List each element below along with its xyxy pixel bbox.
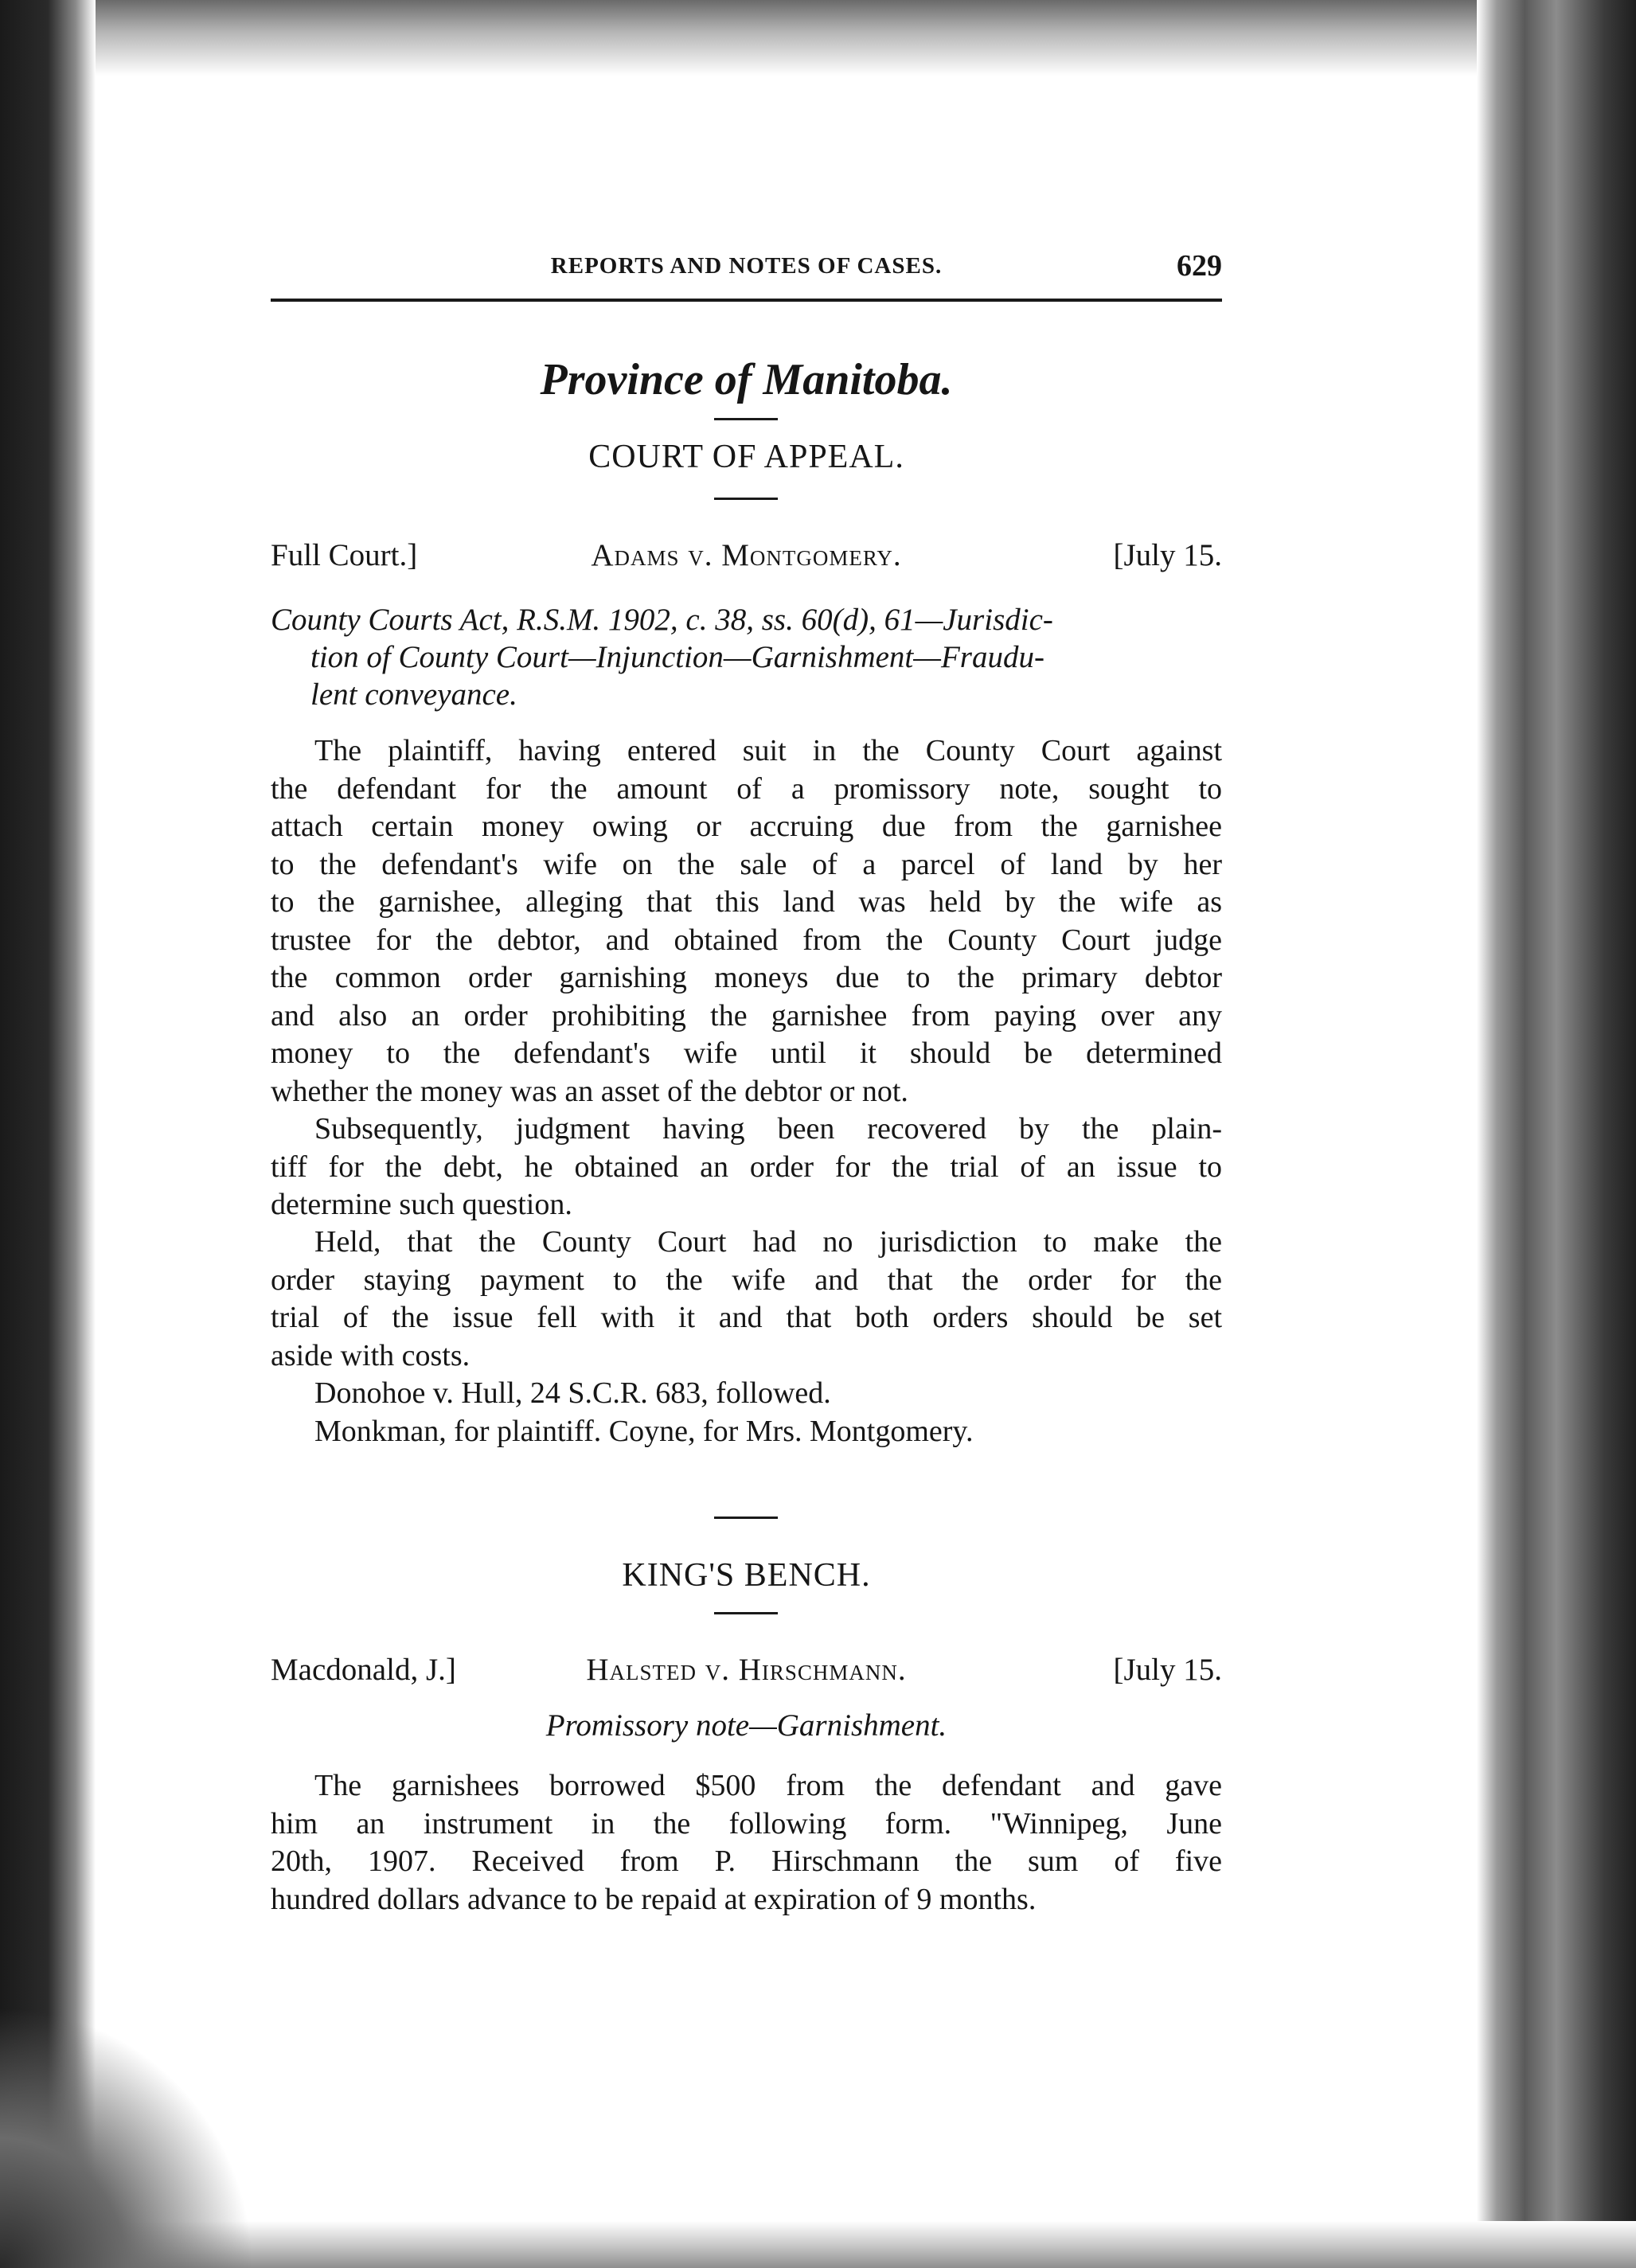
running-head: [271, 249, 1222, 293]
page-number: 629: [1177, 249, 1222, 283]
text-line: money to the defendant's wife until it should be determined: [271, 1036, 1222, 1070]
text-line: trial of the issue fell with it and that both orders should be set: [271, 1301, 1222, 1334]
court-of-appeal-heading: COURT OF APPEAL.: [588, 439, 904, 475]
case-date: [July 15.: [1113, 1653, 1222, 1687]
province-heading: Province of Manitoba.: [540, 355, 953, 404]
header-rule: [271, 299, 1222, 302]
divider: [714, 418, 778, 420]
text-line: tiff for the debt, he obtained an order for the trial of an issue to: [271, 1150, 1222, 1184]
text-line: whether the money was an asset of the debtor or not.: [271, 1074, 908, 1108]
text-line: attach certain money owing or accruing due from the garnishee: [271, 810, 1222, 843]
running-head-title: REPORTS AND NOTES OF CASES.: [550, 253, 943, 279]
paragraph-facts: [271, 732, 1222, 1111]
case-judge: Full Court.]: [271, 538, 418, 572]
text-line: determine such question.: [271, 1188, 572, 1221]
text-line: order staying payment to the wife and that the order for the: [271, 1263, 1222, 1297]
scan-edge-left: [0, 0, 96, 2268]
case-date: [July 15.: [1113, 538, 1222, 572]
text-line: Monkman, for plaintiff. Coyne, for Mrs. Montgomery.: [314, 1415, 974, 1448]
citation-line: [271, 1375, 1222, 1413]
text-line: the common order garnishing moneys due to the primary debtor: [271, 961, 1222, 994]
scan-corner-shadow: [0, 2006, 255, 2268]
paragraph-held: [271, 1224, 1222, 1375]
text-line: him an instrument in the following form. "Winnipeg, June: [271, 1806, 1222, 1841]
case-judge: Macdonald, J.]: [271, 1653, 456, 1687]
text-line: The garnishees borrowed $500 from the defendant and gave: [314, 1769, 1222, 1802]
divider: [714, 498, 778, 500]
section-divider: [714, 1517, 778, 1519]
kings-bench-heading: KING'S BENCH.: [622, 1557, 871, 1594]
case-title: Halsted v. Hirschmann.: [586, 1653, 907, 1687]
scan-edge-right: [1477, 0, 1636, 2268]
divider: [714, 1612, 778, 1614]
text-line: hundred dollars advance to be repaid at expiration of 9 months.: [271, 1882, 1037, 1916]
text-line: and also an order prohibiting the garnishee from paying over any: [271, 998, 1222, 1033]
scan-edge-top: [0, 0, 1636, 76]
text-line: 20th, 1907. Received from P. Hirschmann the sum of five: [271, 1844, 1222, 1878]
paragraph-subsequently: [271, 1111, 1222, 1224]
catchword-line: tion of County Court—Injunction—Garnishment—Fraudu-: [310, 640, 1044, 674]
case-line-adams: [271, 537, 1222, 577]
text-line: trustee for the debtor, and obtained from the County Court judge: [271, 923, 1222, 957]
text-line: Held, that the County Court had no jurisdiction to make the: [314, 1225, 1222, 1259]
text-line: The plaintiff, having entered suit in the County Court against: [314, 734, 1222, 767]
catchword-line: County Courts Act, R.S.M. 1902, c. 38, ss. 60(d), 61—Jurisdic-: [271, 603, 1053, 637]
case-title: Adams v. Montgomery.: [591, 538, 902, 572]
text-line: to the defendant's wife on the sale of a parcel of land by her: [271, 847, 1222, 881]
case-line-halsted: [271, 1652, 1222, 1692]
paragraph-garnishees: [271, 1767, 1222, 1919]
text-line: Subsequently, judgment having been recovered by the plain-: [314, 1112, 1222, 1146]
catchwords-adams: [271, 601, 1222, 713]
text-line: to the garnishee, alleging that this land was held by the wife as: [271, 885, 1222, 919]
catchwords-halsted: Promissory note—Garnishment.: [545, 1708, 947, 1743]
text-line: aside with costs.: [271, 1338, 470, 1372]
text-line: the defendant for the amount of a promissory note, sought to: [271, 771, 1222, 806]
text-line: Donohoe v. Hull, 24 S.C.R. 683, followed.: [314, 1376, 831, 1410]
counsel-line: [271, 1413, 1222, 1451]
catchword-line: lent conveyance.: [310, 677, 517, 712]
